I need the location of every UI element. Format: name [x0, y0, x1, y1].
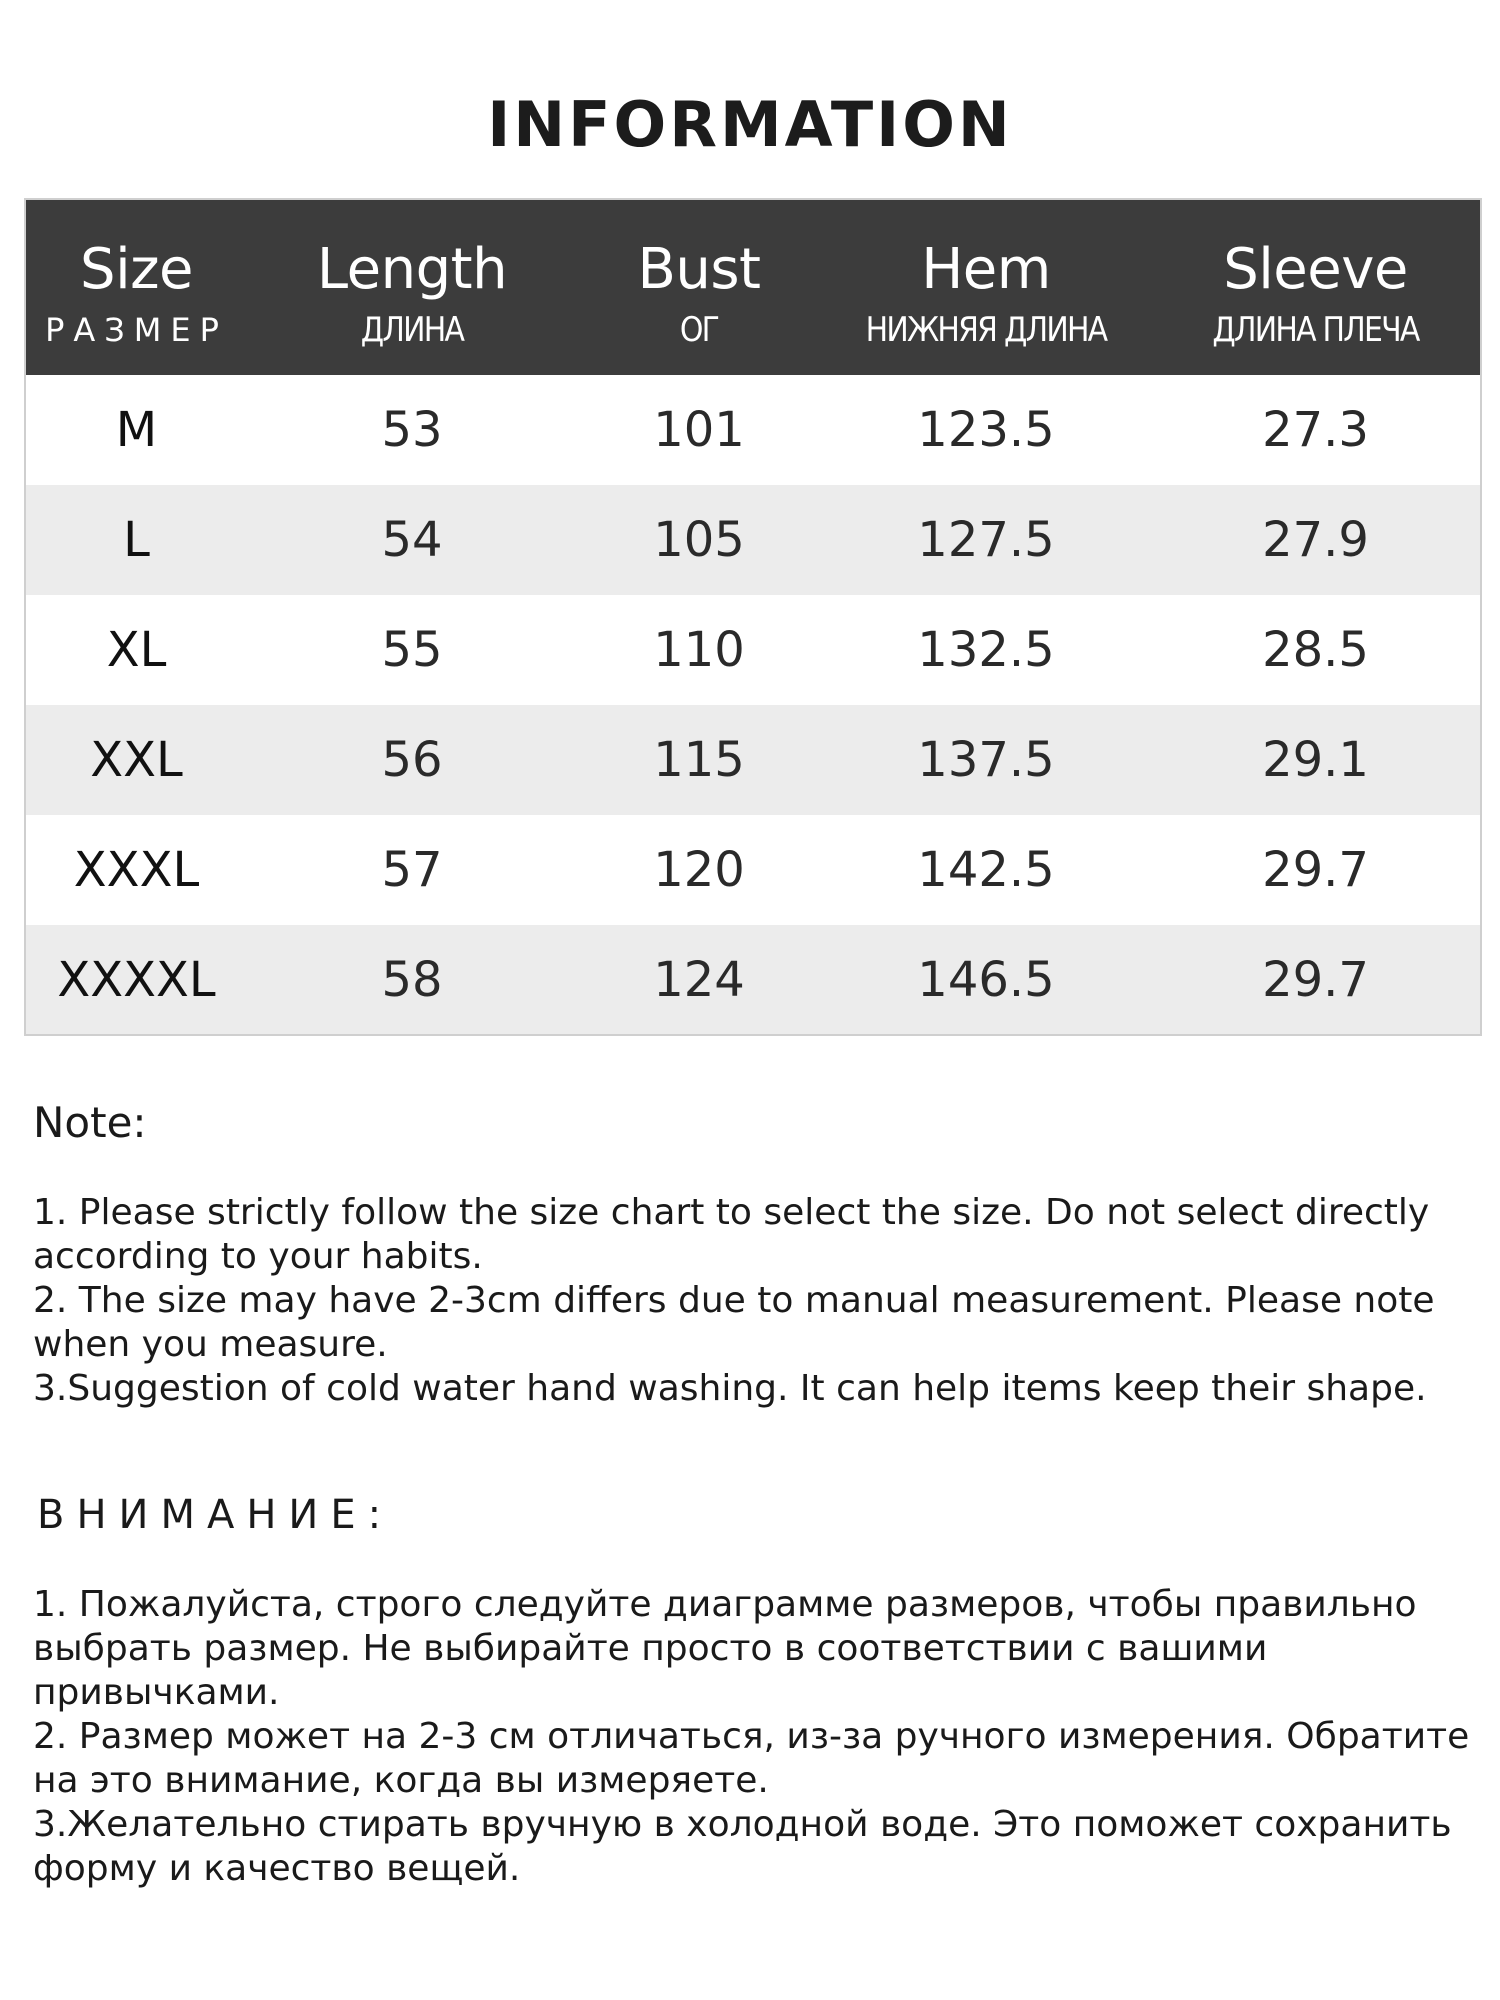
table-row — [25, 595, 1481, 705]
note-list-ru — [33, 1583, 1473, 1891]
table-row — [25, 815, 1481, 925]
header-label-en: Bust — [637, 236, 761, 302]
header-label-ru: РАЗМЕР — [45, 310, 228, 349]
header-label-ru: ОГ — [679, 309, 719, 350]
cell-size: XXXXL — [57, 951, 216, 1008]
cell-size: M — [115, 402, 158, 458]
cell-sleeve: 28.5 — [1262, 622, 1369, 678]
cell-hem: 146.5 — [917, 951, 1055, 1008]
note-item-ru: 1. Пожалуйста, строго следуйте диаграмме размеров, чтобы правильно выбрать размер. Не выбирайте просто в соответствии с вашими привычками. — [33, 1584, 1417, 1713]
header-length — [247, 199, 577, 375]
cell-bust: 124 — [653, 951, 745, 1008]
table-row — [25, 705, 1481, 815]
header-label-en: Sleeve — [1223, 236, 1408, 302]
size-chart-table — [24, 198, 1482, 1036]
cell-size: XXXL — [73, 842, 200, 898]
cell-hem: 137.5 — [917, 732, 1055, 788]
header-hem — [821, 199, 1151, 375]
cell-length: 53 — [381, 402, 443, 458]
note-item: 3.Suggestion of cold water hand washing. It can help items keep their shape. — [33, 1368, 1427, 1409]
cell-sleeve: 29.7 — [1262, 951, 1369, 1008]
note-list — [33, 1191, 1473, 1411]
notes-section — [33, 1095, 1473, 1891]
cell-length: 54 — [381, 512, 443, 568]
table-row — [25, 375, 1481, 485]
table-row — [25, 925, 1481, 1035]
cell-bust: 120 — [653, 842, 745, 898]
note-item: 2. The size may have 2-3cm differs due to manual measurement. Please note when you measure. — [33, 1280, 1435, 1365]
cell-length: 58 — [381, 951, 443, 1008]
cell-hem: 127.5 — [917, 512, 1055, 568]
header-sleeve — [1151, 199, 1481, 375]
note-item: 1. Please strictly follow the size chart to select the size. Do not select directly according to your habits. — [33, 1192, 1430, 1277]
header-label-ru: НИЖНЯЯ ДЛИНА — [865, 309, 1107, 350]
cell-sleeve: 29.7 — [1262, 842, 1369, 898]
header-label-en: Size — [80, 236, 193, 302]
header-label-ru: ДЛИНА — [360, 309, 464, 350]
cell-length: 56 — [381, 732, 443, 788]
cell-sleeve: 29.1 — [1262, 732, 1369, 788]
cell-hem: 123.5 — [917, 402, 1055, 458]
table-row — [25, 485, 1481, 595]
cell-length: 57 — [381, 842, 443, 898]
header-label-en: Hem — [921, 236, 1051, 302]
cell-bust: 115 — [653, 732, 745, 788]
header-label-en: Length — [316, 236, 508, 302]
cell-hem: 132.5 — [917, 622, 1055, 678]
cell-size: XXL — [90, 732, 183, 788]
cell-hem: 142.5 — [917, 842, 1055, 898]
cell-sleeve: 27.3 — [1262, 402, 1369, 458]
cell-size: L — [123, 512, 150, 568]
note-title-ru: ВНИМАНИЕ: — [37, 1492, 394, 1538]
cell-size: XL — [106, 622, 167, 678]
cell-length: 55 — [381, 622, 443, 678]
cell-bust: 110 — [653, 622, 745, 678]
page-title: INFORMATION — [487, 88, 1013, 161]
note-item-ru: 3.Желательно стирать вручную в холодной воде. Это поможет сохранить форму и качество вещей. — [33, 1804, 1452, 1889]
cell-bust: 101 — [653, 402, 745, 458]
note-title: Note: — [33, 1098, 147, 1147]
header-label-ru: ДЛИНА ПЛЕЧА — [1212, 309, 1419, 350]
table-header-row — [25, 199, 1481, 375]
header-bust — [577, 199, 821, 375]
note-item-ru: 2. Размер может на 2-3 см отличаться, из-за ручного измерения. Обратите на это внимание, когда вы измеряете. — [33, 1716, 1470, 1801]
cell-sleeve: 27.9 — [1262, 512, 1369, 568]
header-size — [25, 199, 247, 375]
cell-bust: 105 — [653, 512, 745, 568]
